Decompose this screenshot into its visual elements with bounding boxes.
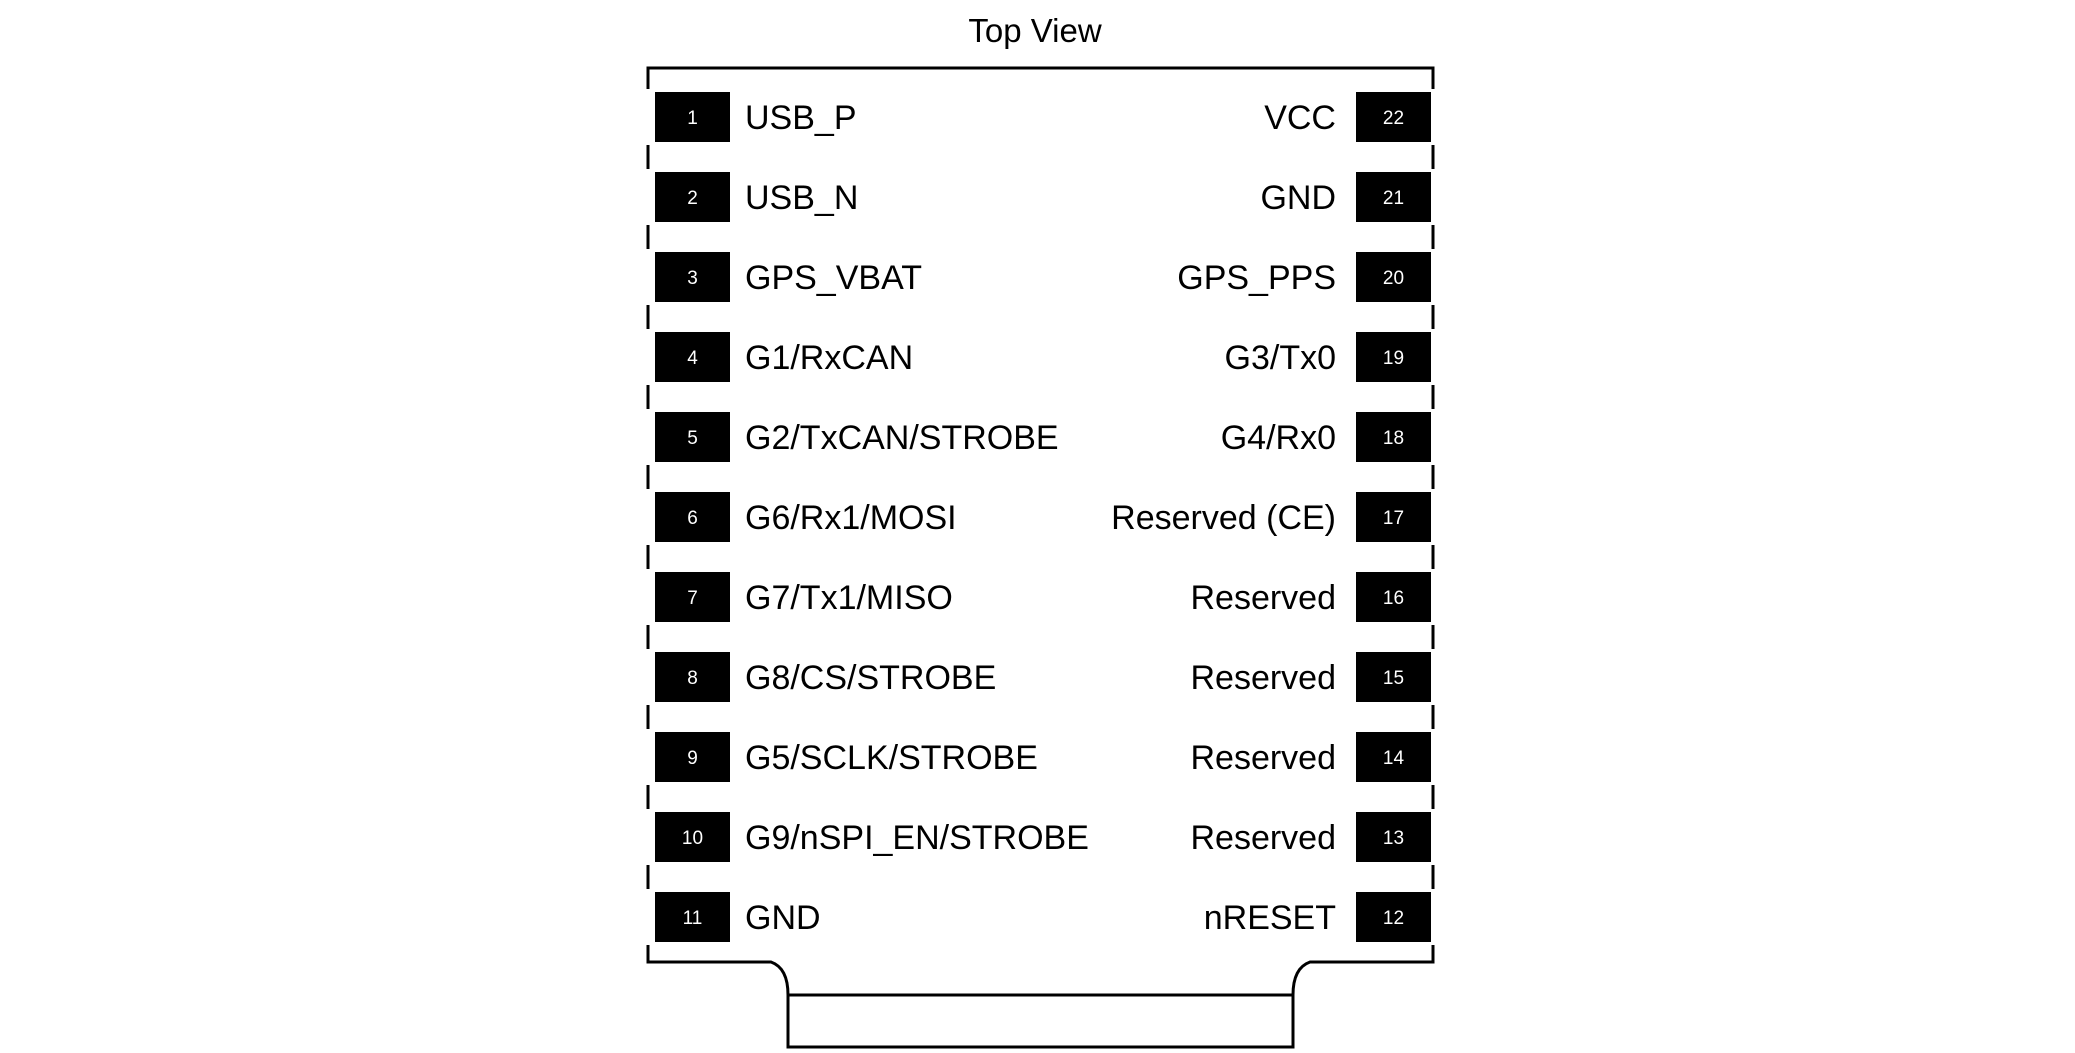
pin-9 — [642, 729, 1038, 785]
pin-number: 3 — [687, 268, 698, 289]
pin-number: 1 — [687, 108, 698, 129]
outline-notch — [642, 89, 653, 145]
pin-number: 5 — [687, 428, 698, 449]
pin-1 — [642, 89, 857, 145]
diagram-title: Top View — [968, 12, 1102, 49]
pin-6 — [642, 489, 957, 545]
pin-label: nRESET — [1203, 899, 1336, 937]
pin-number: 8 — [687, 668, 698, 689]
pin-number: 17 — [1382, 508, 1405, 529]
pin-number: 15 — [1382, 668, 1405, 689]
pin-label: VCC — [1264, 99, 1336, 137]
outline-notch — [642, 649, 653, 705]
pin-number: 4 — [687, 348, 698, 369]
pin-label: USB_P — [745, 99, 857, 137]
pin-number: 11 — [682, 908, 703, 929]
pin-label: G7/Tx1/MISO — [745, 579, 953, 617]
pin-8 — [642, 649, 996, 705]
left-pin-column — [642, 89, 1089, 945]
pin-number: 18 — [1382, 428, 1405, 449]
pin-22 — [1264, 89, 1439, 145]
pin-label: Reserved — [1190, 659, 1336, 697]
pin-label: Reserved — [1190, 819, 1336, 857]
pin-16 — [1190, 569, 1439, 625]
pin-2 — [642, 169, 858, 225]
pin-number: 2 — [687, 188, 698, 209]
outline-notch — [642, 249, 653, 305]
outline-notch — [642, 409, 653, 465]
pin-number: 6 — [687, 508, 698, 529]
outline-notch — [642, 729, 653, 785]
pin-label: GPS_PPS — [1177, 259, 1336, 297]
pin-14 — [1190, 729, 1439, 785]
pin-number: 21 — [1382, 188, 1405, 209]
pin-12 — [1204, 889, 1439, 945]
pin-number: 7 — [687, 588, 698, 609]
outline-notch — [642, 889, 653, 945]
outline-notch — [642, 169, 653, 225]
pin-21 — [1260, 169, 1439, 225]
pin-number: 20 — [1382, 268, 1405, 289]
pin-13 — [1190, 809, 1439, 865]
right-pin-column — [1111, 89, 1439, 945]
pin-number: 19 — [1382, 348, 1405, 369]
outline-notch — [642, 329, 653, 385]
pin-label: Reserved — [1190, 579, 1336, 617]
pin-19 — [1225, 329, 1439, 385]
pin-number: 9 — [687, 748, 698, 769]
pin-label: GPS_VBAT — [745, 259, 922, 297]
pin-label: GND — [1260, 179, 1336, 217]
pin-label: Reserved (CE) — [1111, 499, 1336, 537]
pin-label: G3/Tx0 — [1224, 339, 1336, 377]
pin-number: 13 — [1382, 828, 1405, 849]
pin-15 — [1190, 649, 1439, 705]
pin-number: 22 — [1382, 108, 1405, 129]
outline-notch — [642, 489, 653, 545]
pin-label: G1/RxCAN — [745, 339, 914, 377]
pin-20 — [1177, 249, 1439, 305]
pin-label: G6/Rx1/MOSI — [745, 499, 957, 537]
pin-number: 16 — [1382, 588, 1405, 609]
pin-label: GND — [745, 899, 821, 937]
pin-17 — [1111, 489, 1439, 545]
pin-label: G5/SCLK/STROBE — [745, 739, 1038, 777]
pin-label: USB_N — [745, 179, 859, 217]
pin-label: G9/nSPI_EN/STROBE — [745, 819, 1089, 857]
pin-7 — [642, 569, 953, 625]
pin-label: Reserved — [1190, 739, 1336, 777]
pin-number: 10 — [681, 828, 704, 849]
pin-number: 14 — [1382, 748, 1405, 769]
outline-notch — [642, 569, 653, 625]
pin-4 — [642, 329, 913, 385]
pin-18 — [1221, 409, 1439, 465]
outline-notch — [642, 809, 653, 865]
pin-number: 12 — [1382, 908, 1405, 929]
pin-5 — [642, 409, 1059, 465]
pin-11 — [642, 889, 821, 945]
pin-label: G8/CS/STROBE — [745, 659, 997, 697]
pin-10 — [642, 809, 1089, 865]
pin-label: G4/Rx0 — [1220, 419, 1336, 457]
pin-3 — [642, 249, 922, 305]
pin-label: G2/TxCAN/STROBE — [745, 419, 1059, 457]
